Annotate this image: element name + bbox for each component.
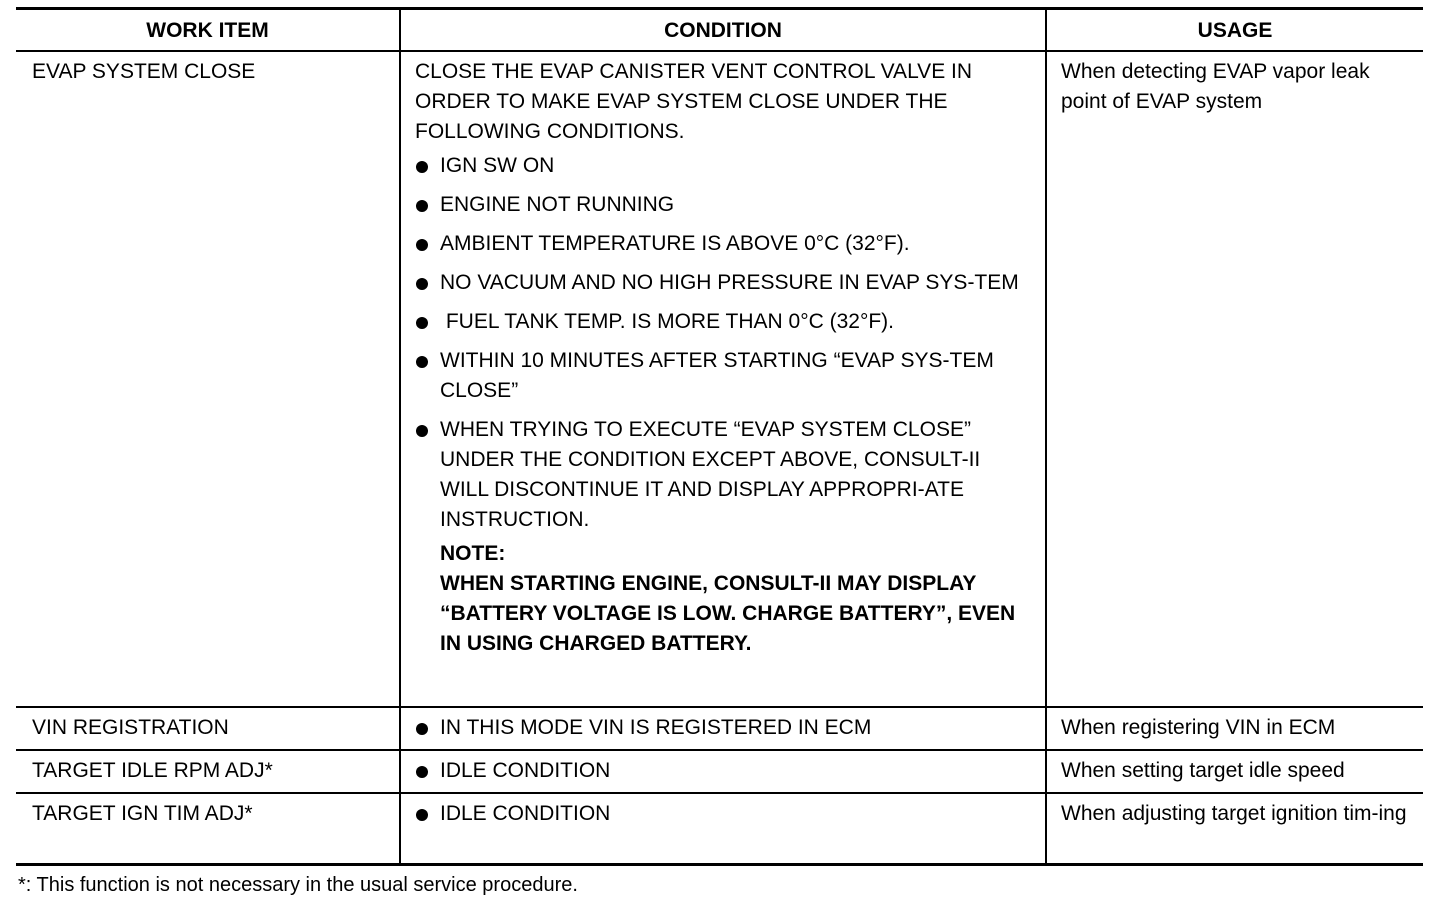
work-item-cell: TARGET IDLE RPM ADJ* bbox=[32, 758, 273, 782]
work-item-cell: EVAP SYSTEM CLOSE bbox=[32, 59, 256, 83]
condition-item-text: IDLE CONDITION bbox=[440, 801, 611, 825]
condition-item-text: IGN SW ON bbox=[440, 153, 555, 177]
condition-list bbox=[415, 151, 1033, 535]
condition-list bbox=[415, 756, 1033, 786]
usage-cell: When detecting EVAP vapor leak point of EVAP system bbox=[1046, 51, 1423, 707]
condition-item bbox=[415, 799, 1033, 829]
header-condition: CONDITION bbox=[400, 9, 1046, 51]
condition-cell bbox=[400, 750, 1046, 793]
table-row bbox=[16, 51, 1423, 707]
work-support-table bbox=[16, 7, 1423, 866]
table-row bbox=[16, 793, 1423, 865]
condition-cell bbox=[400, 793, 1046, 865]
condition-item-text: IDLE CONDITION bbox=[440, 758, 611, 782]
usage-cell: When adjusting target ignition tim-ing bbox=[1046, 793, 1423, 865]
bullet-icon bbox=[416, 317, 428, 329]
condition-item-text: AMBIENT TEMPERATURE IS ABOVE 0°C (32°F). bbox=[440, 231, 910, 255]
bullet-icon bbox=[416, 766, 428, 778]
bullet-icon bbox=[416, 356, 428, 368]
bullet-icon bbox=[416, 723, 428, 735]
usage-cell: When setting target idle speed bbox=[1046, 750, 1423, 793]
work-item-table bbox=[16, 7, 1423, 866]
condition-item bbox=[415, 415, 1033, 535]
condition-item-text: FUEL TANK TEMP. IS MORE THAN 0°C (32°F). bbox=[440, 309, 895, 333]
table-row bbox=[16, 707, 1423, 750]
header-work-item: WORK ITEM bbox=[146, 19, 269, 42]
condition-item bbox=[415, 346, 1033, 406]
header-row bbox=[16, 9, 1423, 51]
work-item-cell: VIN REGISTRATION bbox=[32, 715, 229, 739]
bullet-icon bbox=[416, 809, 428, 821]
note-label: NOTE: bbox=[440, 541, 506, 565]
bullet-icon bbox=[416, 200, 428, 212]
condition-list bbox=[415, 799, 1033, 829]
condition-cell bbox=[400, 707, 1046, 750]
condition-item bbox=[415, 229, 1033, 259]
condition-item-text: NO VACUUM AND NO HIGH PRESSURE IN EVAP SYS-TEM bbox=[440, 270, 1019, 294]
footnote: *: This function is not necessary in the usual service procedure. bbox=[18, 874, 578, 896]
condition-cell bbox=[400, 51, 1046, 707]
condition-item-text: ENGINE NOT RUNNING bbox=[440, 192, 675, 216]
usage-cell: When registering VIN in ECM bbox=[1046, 707, 1423, 750]
condition-item bbox=[415, 190, 1033, 220]
condition-intro: CLOSE THE EVAP CANISTER VENT CONTROL VALVE IN ORDER TO MAKE EVAP SYSTEM CLOSE UNDER THE FOLLOWING CONDITIONS. bbox=[415, 59, 973, 143]
condition-item bbox=[415, 151, 1033, 181]
condition-item bbox=[415, 268, 1033, 298]
bullet-icon bbox=[416, 425, 428, 437]
note-text: WHEN STARTING ENGINE, CONSULT-II MAY DISPLAY “BATTERY VOLTAGE IS LOW. CHARGE BATTERY”, EVEN IN USING CHARGED BATTERY. bbox=[440, 571, 1016, 655]
condition-item bbox=[415, 756, 1033, 786]
bullet-icon bbox=[416, 161, 428, 173]
condition-item bbox=[415, 713, 1033, 743]
bullet-icon bbox=[416, 239, 428, 251]
condition-item-text: WHEN TRYING TO EXECUTE “EVAP SYSTEM CLOSE” UNDER THE CONDITION EXCEPT ABOVE, CONSULT-II WILL DISCONTINUE IT AND DISPLAY APPROPRI-ATE INSTRUCTION. bbox=[440, 417, 981, 531]
table-row bbox=[16, 750, 1423, 793]
condition-item bbox=[415, 307, 1033, 337]
note-block bbox=[440, 539, 1033, 659]
condition-item-text: WITHIN 10 MINUTES AFTER STARTING “EVAP SYS-TEM CLOSE” bbox=[440, 348, 994, 402]
header-usage: USAGE bbox=[1046, 9, 1423, 51]
bullet-icon bbox=[416, 278, 428, 290]
condition-list bbox=[415, 713, 1033, 743]
work-item-cell: TARGET IGN TIM ADJ* bbox=[32, 801, 253, 825]
condition-item-text: IN THIS MODE VIN IS REGISTERED IN ECM bbox=[440, 715, 872, 739]
